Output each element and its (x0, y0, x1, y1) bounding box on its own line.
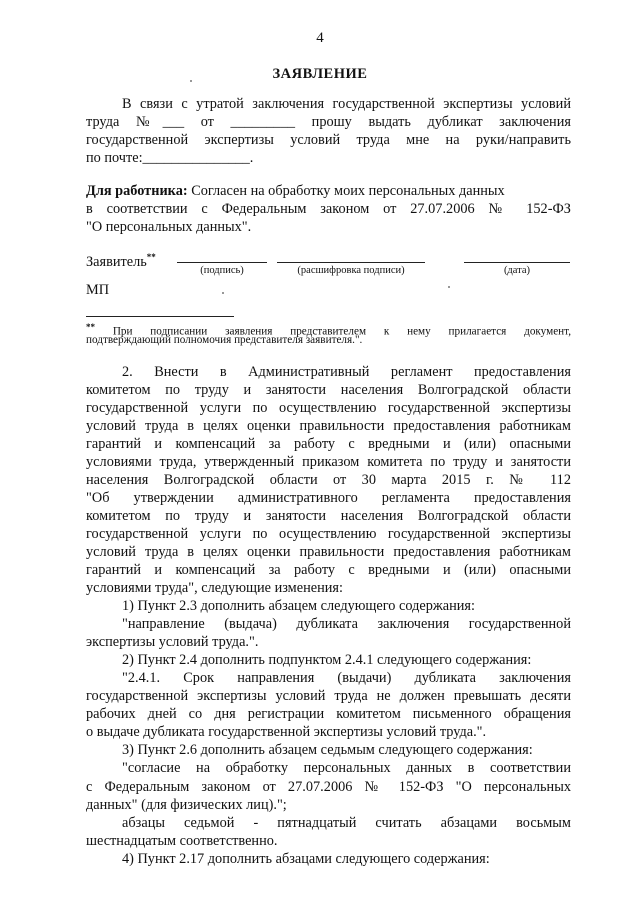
section-2-line: 1) Пункт 2.3 дополнить абзацем следующего содержания: (122, 598, 475, 615)
footnote-line: ** При подписании заявления представителем к нему прилагается документ, (86, 322, 572, 338)
section-2-line: государственной услуги по осуществлению государственной экспертизы (86, 526, 571, 543)
section-2-line: 2. Внести в Административный регламент предоставления (122, 364, 571, 380)
scan-speck (222, 292, 224, 294)
signature-line (177, 262, 267, 263)
section-2-line: рабочих дней со дня регистрации комитетом письменного обращения (86, 706, 571, 723)
section-2-line: условиями труда", следующие изменения: (86, 580, 343, 597)
date-line (464, 262, 570, 263)
applicant-label: Заявитель** (86, 252, 156, 270)
section-2-line: данных" (для физических лиц)."; (86, 796, 287, 813)
section-2-line: 2) Пункт 2.4 дополнить подпунктом 2.4.1 следующего содержания: (122, 652, 532, 669)
footnote-separator (86, 316, 234, 317)
section-2-line: комитетом по труду и занятости населения Волгоградской области (86, 382, 571, 398)
page-number: 4 (316, 30, 324, 46)
section-2-line: шестнадцатым соответственно. (86, 832, 278, 849)
consent-line: в соответствии с Федеральным законом от 27.07.2006 № 152-ФЗ (86, 201, 571, 217)
section-2-line: условий труда в целях оценки правильности предоставления работникам (86, 418, 571, 435)
section-2-line: условиями труда, утвержденный приказом комитета по труду и занятости (86, 454, 571, 471)
application-line: государственной экспертизы условий труда мне на руки/направить (86, 132, 571, 148)
section-2-line: гарантий и компенсаций за работу с вредными и (или) опасными (86, 436, 571, 453)
section-2-line: "Об утверждении административного регламента предоставления (86, 490, 571, 507)
section-2-line: гарантий и компенсаций за работу с вредными и (или) опасными (86, 562, 571, 579)
section-2-line: государственной экспертизы условий труда не должен превышать десяти (86, 688, 571, 705)
application-line: В связи с утратой заключения государственной экспертизы условий (122, 96, 571, 112)
scan-speck (448, 286, 450, 288)
consent-line: "О персональных данных". (86, 219, 252, 235)
section-2-line: "согласие на обработку персональных данных в соответствии (122, 760, 571, 777)
date-caption: (дата) (503, 265, 531, 276)
applicant-mark: ** (146, 252, 156, 262)
application-title: ЗАЯВЛЕНИЕ (272, 66, 368, 82)
section-2-line: населения Волгоградской области от 30 марта 2015 г. № 112 (86, 472, 571, 489)
section-2-line: "направление (выдача) дубликата заключения государственной (122, 616, 571, 633)
decoding-line (277, 262, 425, 263)
section-2-line: экспертизы условий труда.". (86, 634, 259, 651)
footnote-line: подтверждающий полномочия представителя заявителя.". (86, 334, 363, 346)
application-line: труда №___ от _________ прошу выдать дубликат заключения (86, 114, 571, 130)
signature-caption: (подпись) (200, 265, 244, 276)
section-2-line: 3) Пункт 2.6 дополнить абзацем седьмым следующего содержания: (122, 742, 533, 759)
section-2-line: государственной услуги по осуществлению государственной экспертизы (86, 400, 571, 416)
footnote-mark: ** (86, 322, 95, 332)
seal-label: МП (86, 282, 110, 298)
consent-label: Для работника: (86, 183, 188, 199)
section-2-line: 4) Пункт 2.17 дополнить абзацами следующего содержания: (122, 850, 490, 867)
section-2-line: "2.4.1. Срок направления (выдачи) дубликата заключения (122, 670, 571, 687)
consent-text: Согласен на обработку моих персональных данных (191, 183, 505, 199)
section-2-line: о выдаче дубликата государственной экспертизы условий труда.". (86, 724, 487, 741)
decoding-caption: (расшифровка подписи) (297, 265, 405, 276)
section-2-line: условий труда в целях оценки правильности предоставления работникам (86, 544, 571, 561)
scan-speck (190, 80, 192, 82)
section-2-line: абзацы седьмой - пятнадцатый считать абзацами восьмым (122, 814, 571, 831)
consent-line (86, 182, 571, 200)
section-2-line: с Федеральным законом от 27.07.2006 № 152-ФЗ "О персональных (86, 778, 571, 795)
section-2-line: комитетом по труду и занятости населения Волгоградской области (86, 508, 571, 525)
application-line: по почте:_______________. (86, 150, 254, 166)
